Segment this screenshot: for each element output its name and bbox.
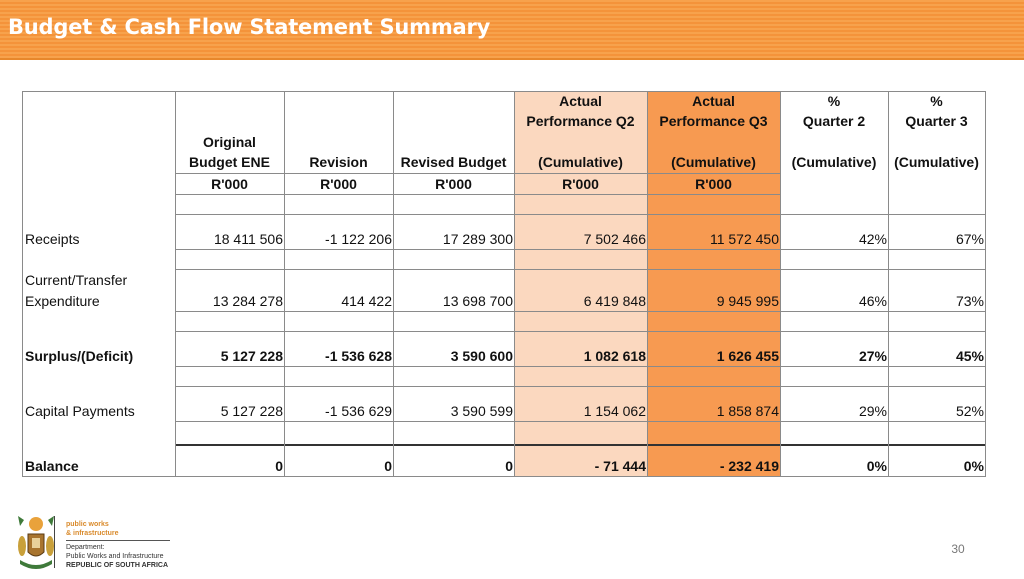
column-unit: R'000	[435, 176, 472, 192]
column-header: (Cumulative)	[671, 154, 756, 170]
title-bar	[0, 0, 1024, 60]
table-right-border	[985, 91, 986, 477]
column-unit: R'000	[320, 176, 357, 192]
table-cell: 42%	[858, 231, 887, 247]
column-header: Revision	[309, 154, 368, 170]
table-cell: 46%	[858, 293, 887, 309]
column-header: Revised Budget	[400, 154, 507, 170]
column-header: (Cumulative)	[894, 154, 979, 170]
table-cell: 0	[384, 458, 392, 474]
column-unit: R'000	[562, 176, 599, 192]
table-cell: 3 590 599	[450, 403, 513, 419]
column-header: Actual	[559, 93, 602, 109]
table-cell: 414 422	[341, 293, 392, 309]
row-label: Receipts	[25, 231, 80, 247]
table-cell: -1 536 628	[325, 348, 392, 364]
table-left-border	[22, 91, 23, 477]
logo-line-5: REPUBLIC OF SOUTH AFRICA	[66, 562, 169, 569]
column-header: Quarter 3	[905, 113, 968, 129]
page-number: 30	[951, 542, 965, 556]
table-cell: 18 411 506	[213, 231, 283, 247]
table-cell: 9 945 995	[716, 293, 779, 309]
column-header: Performance Q2	[526, 113, 635, 129]
table-cell: 5 127 228	[220, 403, 283, 419]
table-cell: 17 289 300	[442, 231, 513, 247]
row-border	[175, 249, 986, 250]
row-label: Current/Transfer	[25, 272, 128, 288]
column-header: Quarter 2	[802, 113, 866, 129]
column-unit: R'000	[211, 176, 248, 192]
column-header: (Cumulative)	[538, 154, 623, 170]
row-border	[175, 269, 986, 270]
row-border	[175, 311, 986, 312]
table-cell: 1 082 618	[583, 348, 646, 364]
table-cell: 1 858 874	[716, 403, 779, 419]
header-bottom-border	[175, 194, 780, 195]
table-cell: 7 502 466	[583, 231, 646, 247]
column-header: %	[930, 93, 943, 109]
row-label: Balance	[25, 458, 79, 474]
table-cell: 27%	[858, 348, 887, 364]
row-label: Capital Payments	[25, 403, 135, 419]
row-border	[175, 366, 986, 367]
row-border	[175, 386, 986, 387]
table-cell: 45%	[955, 348, 984, 364]
row-border	[175, 331, 986, 332]
page-title: Budget & Cash Flow Statement Summary	[8, 15, 491, 39]
column-header: Performance Q3	[659, 113, 768, 129]
row-label: Expenditure	[25, 293, 100, 309]
table-cell: 0	[275, 458, 283, 474]
table-cell: 3 590 600	[450, 348, 513, 364]
table-cell: 1 626 455	[716, 348, 779, 364]
column-header: Original	[203, 134, 256, 150]
coat-of-arms-icon	[14, 512, 58, 574]
logo-divider	[54, 516, 55, 568]
table-cell: 52%	[955, 403, 984, 419]
logo-line-1: public works	[66, 521, 109, 528]
table-cell: 1 154 062	[583, 403, 646, 419]
row-border	[175, 444, 986, 446]
table-cell: - 232 419	[719, 458, 779, 474]
table-cell: - 71 444	[594, 458, 646, 474]
table-cell: 0	[505, 458, 513, 474]
column-header: Budget ENE	[189, 154, 270, 170]
table-cell: 0%	[866, 458, 887, 474]
column-header: %	[827, 93, 841, 109]
logo-rule	[66, 540, 170, 541]
table-bottom-border	[22, 476, 986, 477]
logo-line-3: Department:	[66, 544, 105, 551]
column-header: (Cumulative)	[791, 154, 877, 170]
table-cell: 0%	[963, 458, 984, 474]
table-cell: -1 536 629	[325, 403, 392, 419]
table-cell: 6 419 848	[583, 293, 646, 309]
table-cell: 29%	[858, 403, 887, 419]
column-unit: R'000	[695, 176, 732, 192]
row-border	[175, 214, 986, 215]
row-border	[175, 421, 986, 422]
table-cell: 11 572 450	[709, 231, 779, 247]
table-cell: 73%	[955, 293, 984, 309]
logo-line-2: & infrastructure	[66, 530, 119, 537]
table-cell: -1 122 206	[325, 231, 392, 247]
logo-line-4: Public Works and Infrastructure	[66, 553, 164, 560]
row-label: Surplus/(Deficit)	[25, 348, 134, 364]
table-cell: 67%	[955, 231, 984, 247]
table-cell: 5 127 228	[220, 348, 283, 364]
department-logo	[14, 512, 174, 574]
table-cell: 13 698 700	[442, 293, 513, 309]
column-header: Actual	[692, 93, 735, 109]
table-cell: 13 284 278	[212, 293, 283, 309]
